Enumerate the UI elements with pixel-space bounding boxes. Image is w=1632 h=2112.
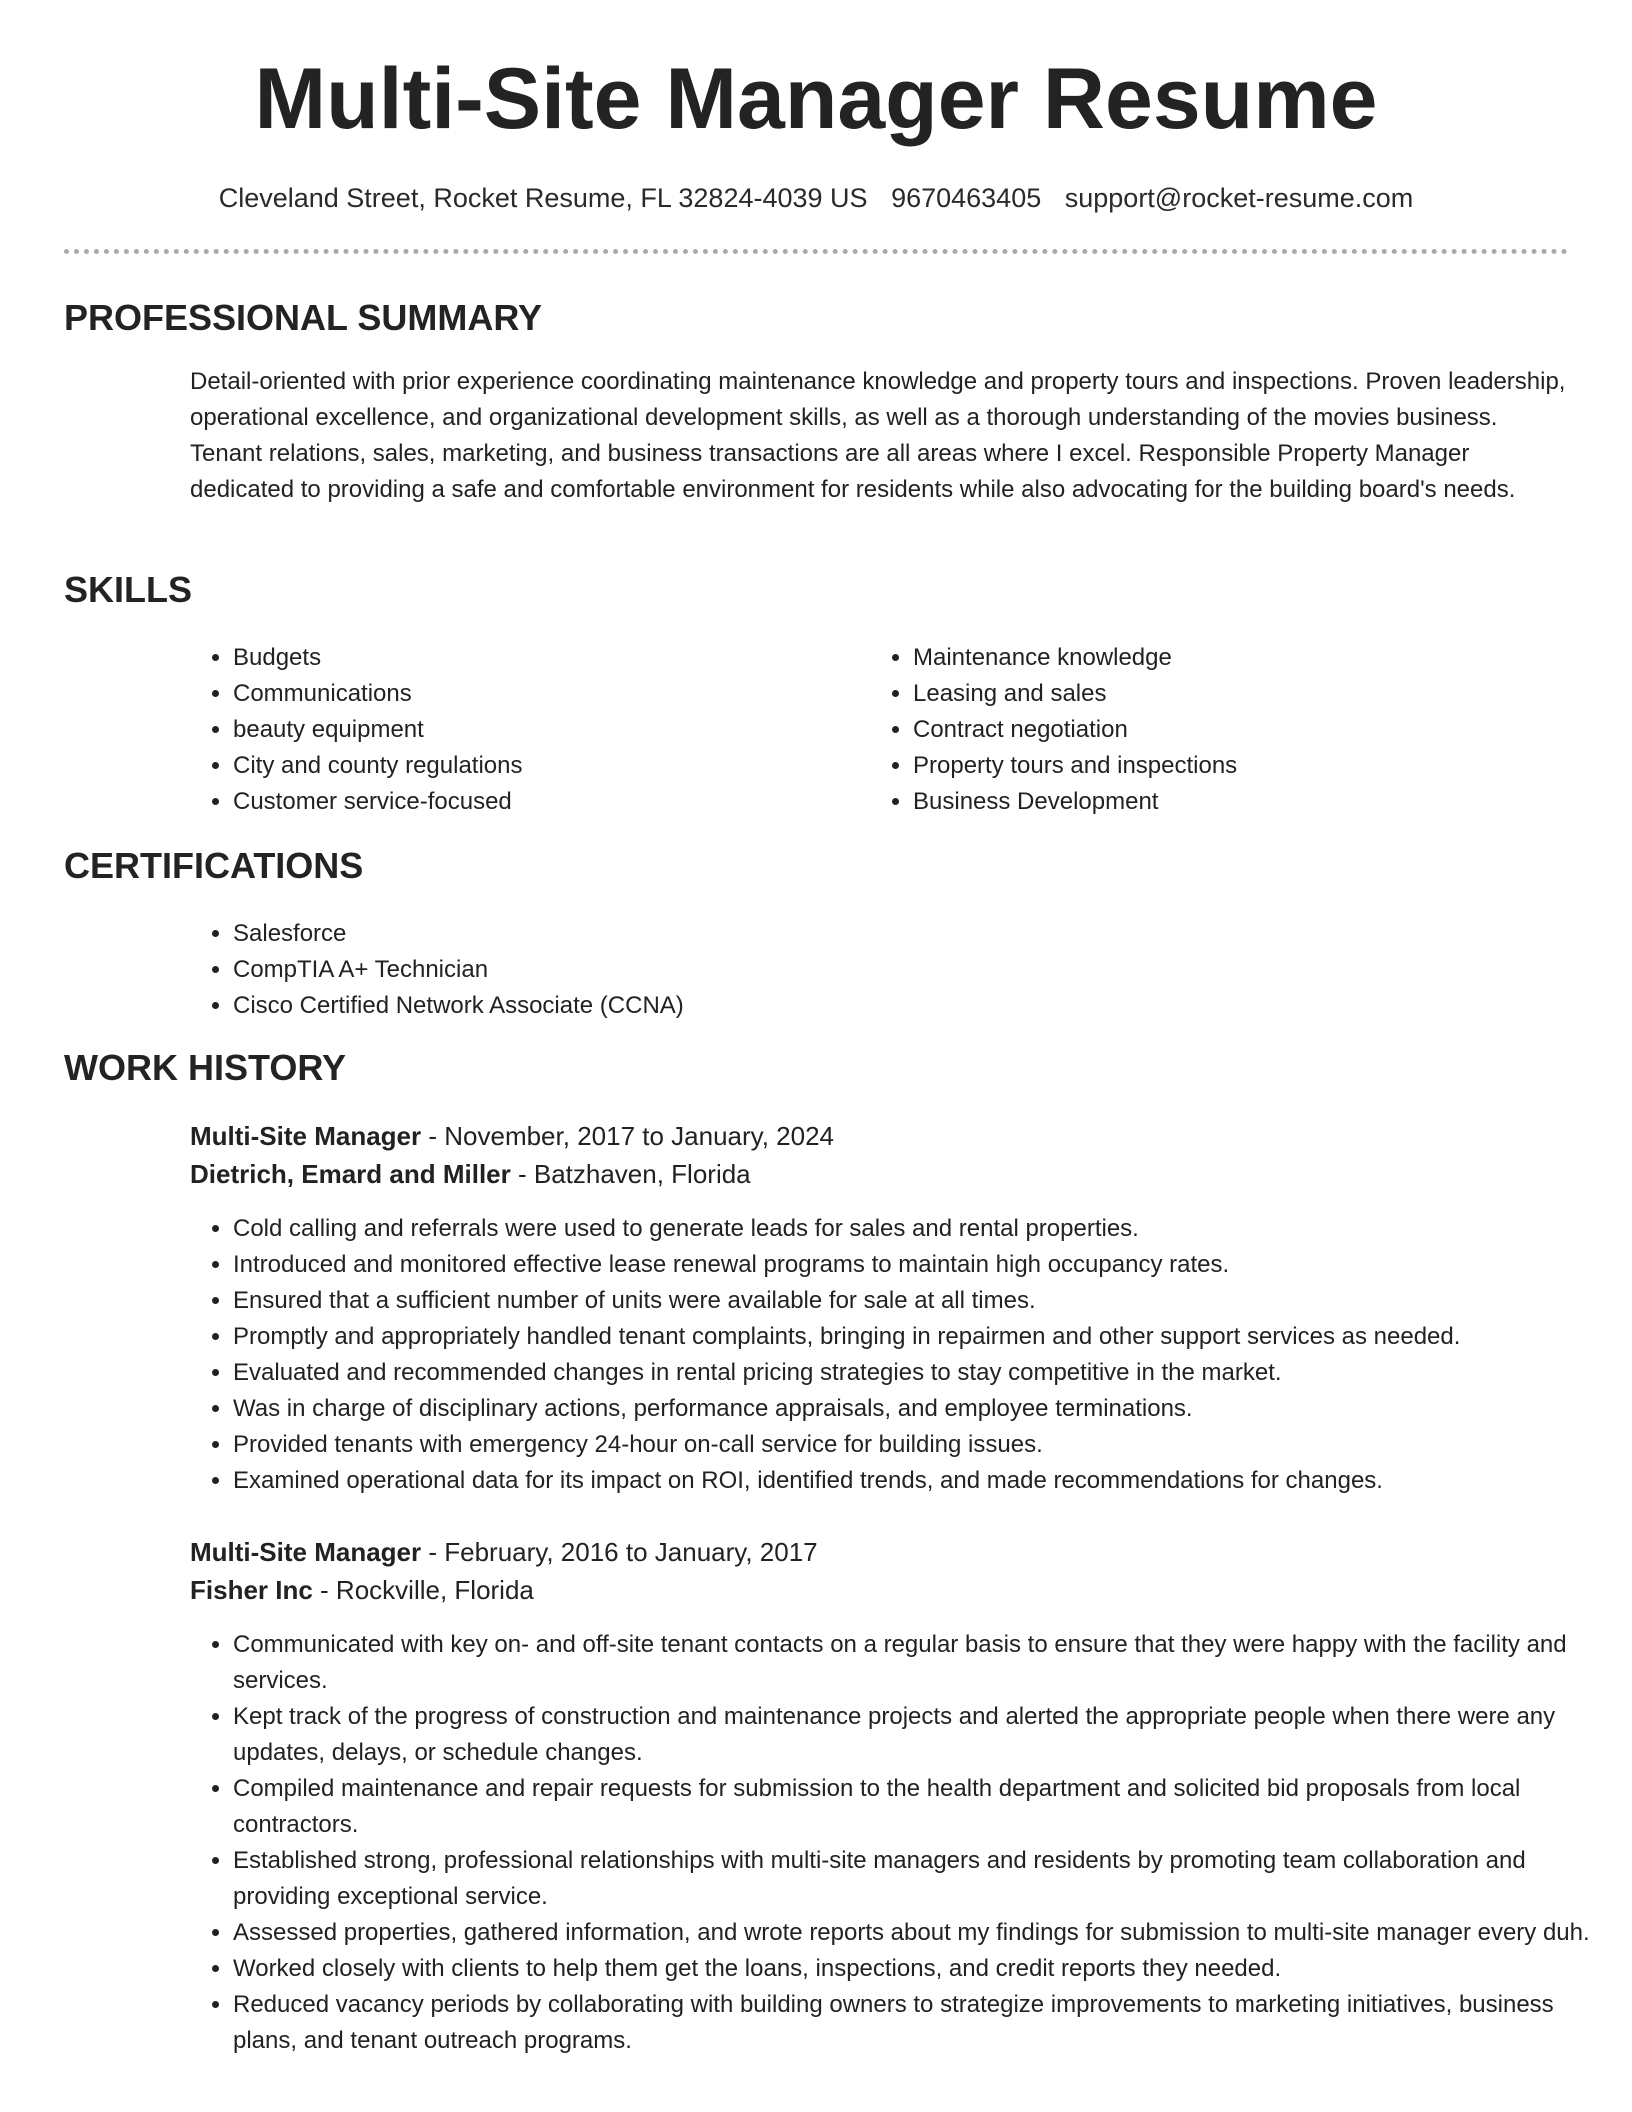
resume-title: Multi-Site Manager Resume	[254, 51, 1378, 147]
job-bullet: • Evaluated and recommended changes in rental pricing strategies to stay competitive in the market.	[233, 1355, 1613, 1391]
job-bullet: • Assessed properties, gathered information, and wrote reports about my findings for submission to multi-site manager every duh.	[233, 1915, 1613, 1951]
job-bullet: • Compiled maintenance and repair requests for submission to the health department and solicited bid proposals from local contractors.	[233, 1771, 1613, 1843]
skill-item: • Maintenance knowledge	[913, 640, 1573, 676]
skill-item: • City and county regulations	[233, 748, 873, 784]
job-2-location: - Rockville, Florida	[312, 1575, 534, 1605]
job-bullet: • Introduced and monitored effective lease renewal programs to maintain high occupancy rates.	[233, 1247, 1613, 1283]
job-bullet: • Cold calling and referrals were used to generate leads for sales and rental properties.	[233, 1211, 1613, 1247]
skill-item: • Customer service-focused	[233, 784, 873, 820]
job-2-dates: - February, 2016 to January, 2017	[421, 1537, 818, 1567]
contact-line	[0, 178, 1632, 218]
job-1-title-line	[190, 1117, 834, 1155]
job-bullet: • Was in charge of disciplinary actions, performance appraisals, and employee terminations.	[233, 1391, 1613, 1427]
certification-item: • CompTIA A+ Technician	[233, 952, 1533, 988]
job-1-company: Dietrich, Emard and Miller	[190, 1159, 511, 1189]
certification-item: • Salesforce	[233, 916, 1533, 952]
skill-item: • Communications	[233, 676, 873, 712]
skills-heading: SKILLS	[64, 569, 193, 610]
contact-phone: 9670463405	[891, 183, 1042, 213]
certifications-heading: CERTIFICATIONS	[64, 845, 364, 886]
contact-email: support@rocket-resume.com	[1064, 183, 1414, 213]
job-1-role: Multi-Site Manager	[190, 1121, 422, 1151]
job-bullet: • Worked closely with clients to help them get the loans, inspections, and credit reports they needed.	[233, 1951, 1613, 1987]
job-bullet: • Examined operational data for its impact on ROI, identified trends, and made recommendations for changes.	[233, 1463, 1613, 1499]
skill-item: • Contract negotiation	[913, 712, 1573, 748]
job-2-company: Fisher Inc	[190, 1575, 313, 1605]
certification-item: • Cisco Certified Network Associate (CCNA)	[233, 988, 1533, 1024]
job-bullet: • Promptly and appropriately handled tenant complaints, bringing in repairmen and other support services as needed.	[233, 1319, 1613, 1355]
skills-list-right	[870, 640, 1573, 820]
skill-item: • Property tours and inspections	[913, 748, 1573, 784]
job-2-role: Multi-Site Manager	[190, 1537, 422, 1567]
job-bullet: • Communicated with key on- and off-site tenant contacts on a regular basis to ensure that they were happy with the facility and services.	[233, 1627, 1613, 1699]
job-2-bullets	[190, 1627, 1613, 2059]
header-divider	[64, 249, 1568, 254]
work-history-heading: WORK HISTORY	[64, 1047, 347, 1088]
job-1-company-line	[190, 1155, 751, 1193]
job-bullet: • Provided tenants with emergency 24-hour on-call service for building issues.	[233, 1427, 1613, 1463]
skill-item: • Leasing and sales	[913, 676, 1573, 712]
job-bullet: • Established strong, professional relationships with multi-site managers and residents by promoting team collaboration and providing exceptional service.	[233, 1843, 1613, 1915]
job-1-location: - Batzhaven, Florida	[510, 1159, 751, 1189]
skill-item: • Budgets	[233, 640, 873, 676]
skill-item: • beauty equipment	[233, 712, 873, 748]
job-bullet: • Kept track of the progress of construction and maintenance projects and alerted the appropriate people when there were any updates, delays, or schedule changes.	[233, 1699, 1613, 1771]
summary-text: Detail-oriented with prior experience coordinating maintenance knowledge and property tours and inspections. Proven leadership, operational excellence, and organizational development skills, as well as a thorough understanding of the movies business. Tenant relations, sales, marketing, and business transactions are all areas where I excel. Responsible Property Manager dedicated to providing a safe and comfortable environment for residents while also advocating for the building board's needs.	[190, 368, 1566, 503]
skills-list-left	[190, 640, 873, 820]
job-bullet: • Ensured that a sufficient number of units were available for sale at all times.	[233, 1283, 1613, 1319]
certifications-list	[190, 916, 1533, 1024]
job-1-bullets	[190, 1211, 1613, 1499]
job-2-title-line	[190, 1533, 818, 1571]
job-1-dates: - November, 2017 to January, 2024	[421, 1121, 835, 1151]
summary-heading: PROFESSIONAL SUMMARY	[64, 297, 543, 338]
skill-item: • Business Development	[913, 784, 1573, 820]
job-2-company-line	[190, 1571, 534, 1609]
job-bullet: • Reduced vacancy periods by collaborating with building owners to strategize improvements to marketing initiatives, business plans, and tenant outreach programs.	[233, 1987, 1613, 2059]
contact-address: Cleveland Street, Rocket Resume, FL 32824-4039 US	[218, 183, 868, 213]
